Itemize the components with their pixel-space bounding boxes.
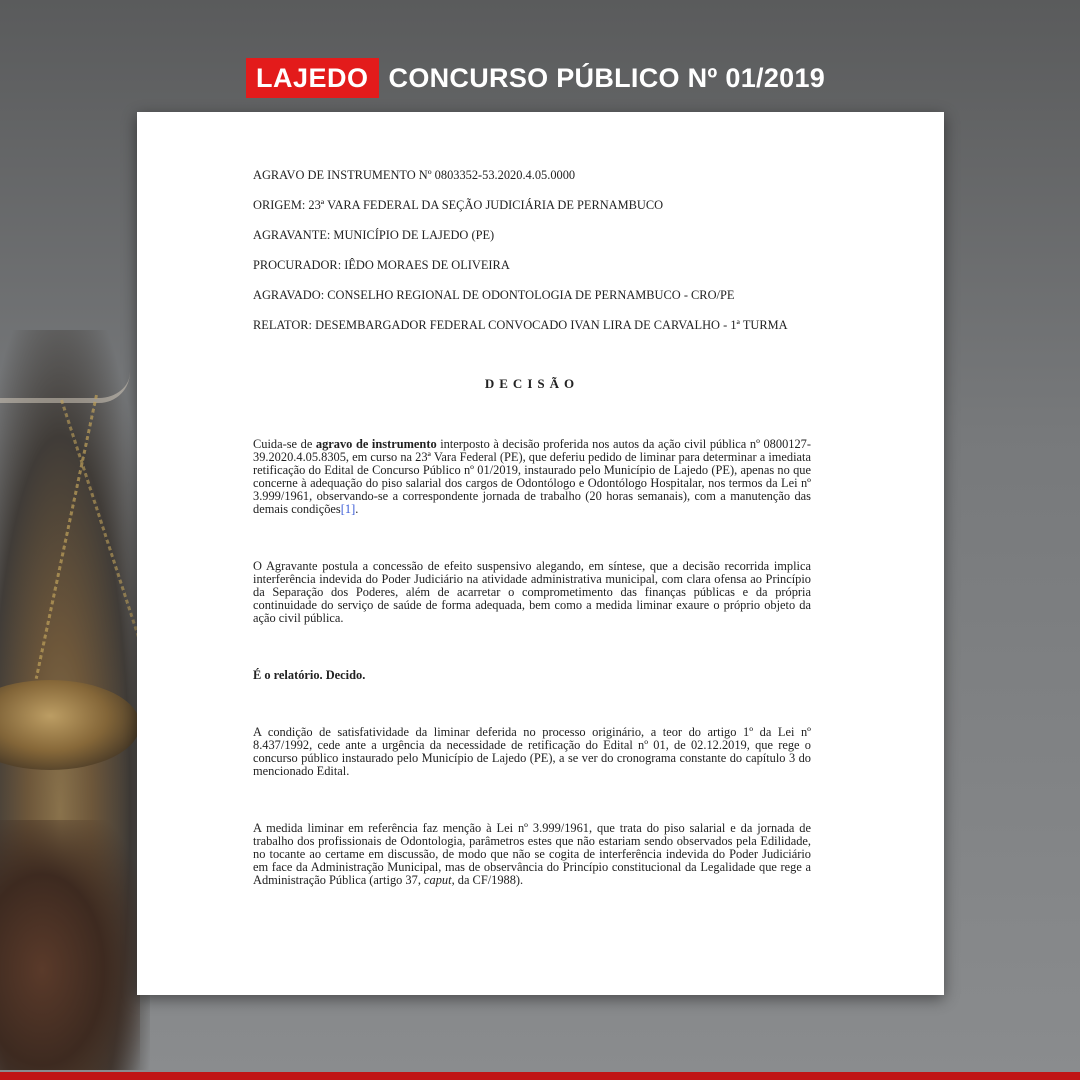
city-badge: LAJEDO (246, 58, 379, 98)
section-title: DECISÃO (484, 376, 580, 391)
paragraph-4: A condição de satisfatividade da liminar deferida no processo originário, a teor do artigo 1º da Lei nº 8.437/1992, cede ante a urgência da necessidade de retificação do Edital nº 01, de 02.12.2019, que rege o concurso público instaurado pelo Município de Lajedo (PE), a se ver do cronograma constante do capítulo 3 do mencionado Edital. (253, 725, 811, 778)
bold-term: agravo de instrumento (315, 437, 437, 451)
italic-term: caput (424, 873, 452, 887)
document-body (253, 169, 811, 887)
appellant-line: AGRAVANTE: MUNICÍPIO DE LAJEDO (PE) (253, 228, 495, 242)
case-number-line: AGRAVO DE INSTRUMENTO Nº 0803352-53.2020.4.05.0000 (253, 168, 576, 182)
paragraph-5: A medida liminar em referência faz menção à Lei nº 3.999/1961, que trata do piso salarial e da jornada de trabalho dos profissionais de Odontologia, parâmetros estes que não estariam sendo observados pela Edilidade, no tocante ao certame em discussão, de modo que não se cogita de interferência indevida do Poder Judiciário em face da Administração Municipal, mas de observância do Princípio constitucional da Legalidade que rege a Administração Pública (artigo 37, caput, da CF/1988). (253, 821, 811, 887)
paragraph-report: É o relatório. Decido. (253, 668, 366, 682)
origin-line: ORIGEM: 23ª VARA FEDERAL DA SEÇÃO JUDICIÁRIA DE PERNAMBUCO (253, 198, 664, 212)
rapporteur-line: RELATOR: DESEMBARGADOR FEDERAL CONVOCADO IVAN LIRA DE CARVALHO - 1ª TURMA (253, 318, 788, 332)
header-title: CONCURSO PÚBLICO Nº 01/2019 (388, 62, 826, 93)
paragraph-1: Cuida-se de agravo de instrumento interposto à decisão proferida nos autos da ação civil pública nº 0800127-39.2020.4.05.8305, em curso na 23ª Vara Federal (PE), que deferiu pedido de liminar para determinar a imediata retificação do Edital de Concurso Público nº 01/2019, instaurado pelo Município de Lajedo (PE), apenas no que concerne à adequação do piso salarial dos cargos de Odontólogo e Odontólogo Hospitalar, nos termos da Lei nº 3.999/1961, observando-se a correspondente jornada de trabalho (20 horas semanais), com a manutenção das demais condições[1]. (253, 437, 811, 516)
attorney-line: PROCURADOR: IÊDO MORAES DE OLIVEIRA (253, 258, 510, 272)
paragraph-2: O Agravante postula a concessão de efeito suspensivo alegando, em síntese, que a decisão recorrida implica interferência indevida do Poder Judiciário na atividade administrativa municipal, com clara ofensa ao Princípio da Separação dos Poderes, além de acarretar o comprometimento das finanças públicas e da própria continuidade do serviço de saúde de forma adequada, bem como a medida liminar exaure o próprio objeto da ação civil pública. (253, 559, 811, 625)
header (246, 58, 825, 98)
scale-arm-graphic (0, 372, 130, 403)
footnote-link[interactable]: [1] (340, 502, 356, 516)
background-gavel-shadow (0, 820, 140, 1070)
document-page (137, 112, 944, 995)
appellee-line: AGRAVADO: CONSELHO REGIONAL DE ODONTOLOGIA DE PERNAMBUCO - CRO/PE (253, 288, 735, 302)
bottom-accent-bar (0, 1072, 1080, 1080)
